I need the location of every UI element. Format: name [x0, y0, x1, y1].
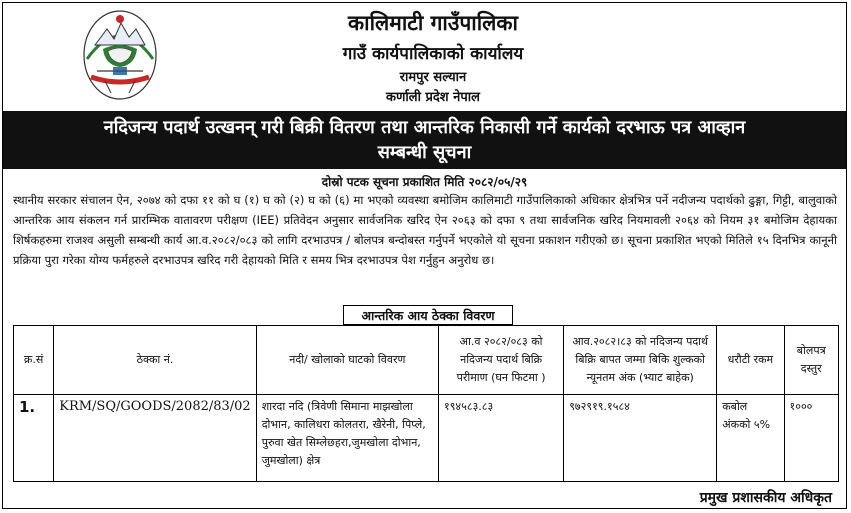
- notice-paragraph: स्थानीय सरकार संचालन ऐन, २०७४ को दफा ११ को घ (१) घ को (२) घ को (६) मा भएको व्यवस्था बमोजिम कालिमाटी गाउँपालिकाको अधिकार क्षेत्रभित्र पर्ने नदीजन्य पदार्थको ढुङ्गा, गिट्टी, बालुवाको आन्तरिक आय संकलन गर्न प्रारम्भिक वातावरण परीक्षण (IEE) प्रतिवेदन अनुसार सार्वजनिक खरिद ऐन २०६३ को दफा ९ तथा सार्वजनिक खरिद नियमावली २०६४ को नियम ३१ बमोजिम देहायका शिर्षकहरुमा राजश्व असुली सम्बन्धी कार्य आ.व.२०८२/०८३ को लागि दरभाउपत्र / बोलपत्र बन्दोबस्त गर्नुपर्ने भएकोले यो सूचना प्रकाशन गरीएको छ। सूचना प्रकाशित भएको मितिले १५ दिनभित्र कानूनी प्रक्रिया पुरा गरेका योग्य फर्महरुले दरभाउपत्र खरिद गरी देहायको मिति र समय भित्र दरभाउपत्र पेश गर्नुहुन अनुरोध छ।: [13, 193, 837, 267]
- cell-sn: 1.: [14, 395, 54, 482]
- publication-date: दोस्रो पटक सूचना प्रकाशित मिति २०८२/०५/२९: [321, 175, 528, 189]
- notice-banner: [3, 111, 846, 169]
- cell-fee: १०००: [784, 395, 839, 482]
- cell-contract-no: KRM/SQ/GOODS/2082/83/02: [54, 395, 256, 482]
- municipality-title: कालिमाटी गाउँपालिका: [348, 11, 518, 35]
- table-title: आन्तरिक आय ठेक्का विवरण: [343, 305, 513, 325]
- col-fee: बोलपत्र दस्तुर: [784, 326, 839, 395]
- office-title: गाउँ कार्यपालिकाको कार्यालय: [342, 44, 524, 64]
- nepal-emblem-icon: [81, 7, 159, 103]
- cell-min-amount: ९७२९१९.१५८४: [564, 395, 717, 482]
- province-name: कर्णाली प्रदेश नेपाल: [386, 90, 480, 105]
- signature-title: प्रमुख प्रशासकीय अधिकृत: [699, 490, 832, 506]
- cell-deposit: कबोल अंकको ५%: [717, 395, 784, 482]
- notice-page: [2, 2, 847, 509]
- col-contract-no: ठेक्का नं.: [54, 326, 256, 395]
- table-row: [14, 395, 839, 482]
- cell-quantity: १९४५८३.८३: [438, 395, 563, 482]
- cell-river-detail: शारदा नदि (त्रिवेणी सिमाना माझखोला दोभान, कालिधरा कोलतरा, खैरेनी, पिप्ले, पुरुवा खेत सिम्लेछहरा,जुमखोला दोभान, जुमखोला) क्षेत्र: [256, 395, 438, 482]
- banner-line-2: सम्बन्धी सूचना: [377, 142, 472, 163]
- col-sn: क्र.सं: [14, 326, 54, 395]
- office-address: रामपुर सल्यान: [399, 70, 467, 85]
- col-deposit: धरौटी रकम: [717, 326, 784, 395]
- contract-table: [13, 325, 839, 482]
- banner-line-1: नदिजन्य पदार्थ उत्खनन् गरी बिक्री वितरण तथा आन्तरिक निकासी गर्ने कार्यको दरभाऊ पत्र आव्हान: [103, 117, 746, 138]
- col-river-detail: नदी/ खोलाको घाटको विवरण: [256, 326, 438, 395]
- table-header-row: [14, 326, 839, 395]
- col-quantity: आ.व २०८२/०८३ को नदिजन्य पदार्थ बिक्रि परीमाण (घन फिटमा ): [438, 326, 563, 395]
- col-min-amount: आव.२०८२।८३ को नदिजन्य पदार्थ बिक्रि बापत जम्मा बिकि शुल्कको न्यूनतम अंक (भ्याट बाहेक): [564, 326, 717, 395]
